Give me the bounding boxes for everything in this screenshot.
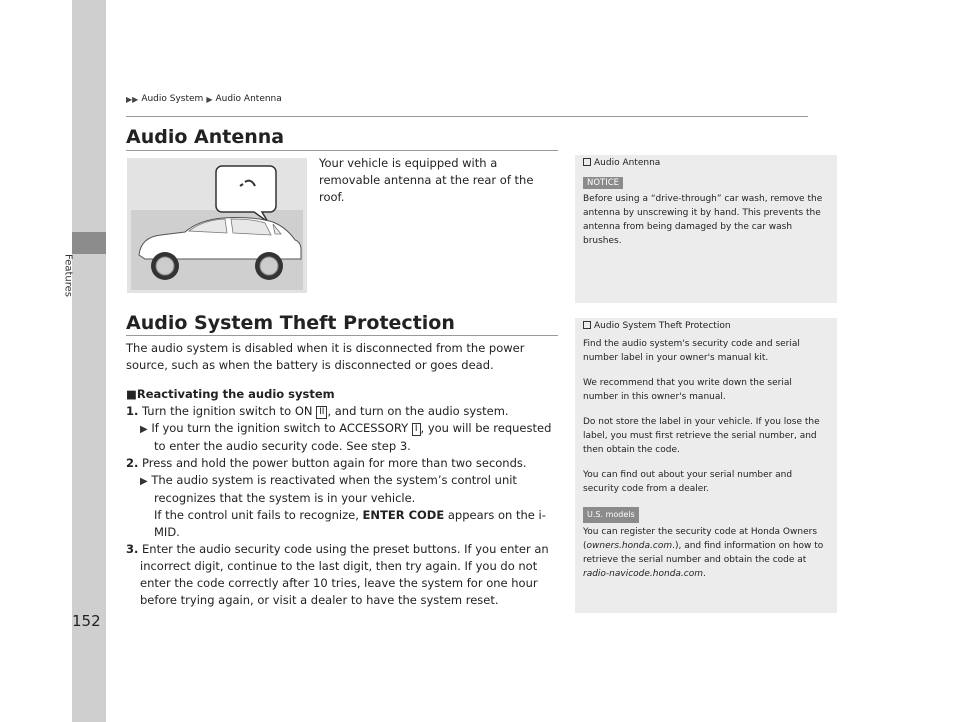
antenna-intro: Your vehicle is equipped with a removable antenna at the rear of the roof. <box>319 156 534 204</box>
theft-body <box>126 340 558 609</box>
navicode-link[interactable]: radio-navicode.honda.com <box>583 569 704 579</box>
step-2: 2. Press and hold the power button again for more than two seconds. <box>126 456 527 470</box>
sidenote-title: Audio Antenna <box>575 155 837 168</box>
theft-intro: The audio system is disabled when it is disconnected from the power source, such as when the battery is disconnected or goes dead. <box>126 341 525 372</box>
theft-sidenote <box>575 318 837 613</box>
header-rule <box>126 116 808 117</box>
register-code-text: You can register the security code at Honda Owners (owners.honda.com.), and find information on how to retrieve the serial number and obtain the code at radio-navicode.honda.com. <box>583 527 824 579</box>
note-arrow-icon: ▶ <box>140 424 148 435</box>
us-models-badge: U.S. models <box>583 507 639 523</box>
heading-rule <box>126 335 558 336</box>
breadcrumb-section[interactable]: Audio System <box>141 94 204 104</box>
sidenote-text: Before using a “drive-through” car wash, remove the antenna by unscrewing it by hand. This prevents the antenna from being damaged by the car wash brushes. <box>583 194 823 246</box>
notice-badge: NOTICE <box>583 177 623 189</box>
step-2-note: ▶ The audio system is reactivated when the system’s control unit recognizes that the system is in your vehicle. <box>140 473 517 505</box>
step-1: 1. Turn the ignition switch to ON II , and turn on the audio system. <box>126 404 509 418</box>
antenna-sidenote <box>575 155 837 303</box>
ignition-accessory-key-icon: I <box>412 423 421 436</box>
note-box-icon <box>583 321 591 329</box>
step-3: 3. Enter the audio security code using the preset buttons. If you enter an incorrect digit, continue to the last digit, then try again. If you do not enter the code correctly after 10 tries, leave the system for one hour before trying again, or visit a dealer to have the system reset. <box>126 542 549 607</box>
breadcrumb-arrow-icon: ▶ <box>206 94 213 104</box>
step-1-note: ▶ If you turn the ignition switch to ACCESSORY I , you will be requested to enter the audio security code. See step 3. <box>140 421 552 453</box>
note-arrow-icon: ▶ <box>140 476 148 487</box>
vehicle-antenna-illustration <box>127 158 307 293</box>
square-bullet-icon: ■ <box>126 387 137 401</box>
page-number: 152 <box>72 612 101 630</box>
sidenote-text: Find the audio system's security code and serial number label in your owner's manual kit. We recommend that you write down the serial number in this owner's manual. Do not store the label in your vehicle. If you lose the label, you must first retrieve the serial number, and then obtain the code. You can find out about your serial number and security code from a dealer. U.S. models You can register the security code at Honda Owners (owners.honda.com.), and find information on how to retrieve the serial number and obtain the code at radio-navicode.honda.com. <box>575 331 837 581</box>
ignition-on-key-icon: II <box>316 406 327 419</box>
breadcrumb-arrow-icon: ▶▶ <box>126 94 139 104</box>
theft-heading: Audio System Theft Protection <box>126 312 455 334</box>
sidebar-section-label <box>62 254 106 324</box>
antenna-heading: Audio Antenna <box>126 126 285 148</box>
heading-rule <box>126 150 558 151</box>
breadcrumb-page: Audio Antenna <box>215 94 282 104</box>
breadcrumb <box>126 94 282 104</box>
step-2-note-2: If the control unit fails to recognize, ENTER CODE appears on the i-MID. <box>154 508 546 539</box>
sidenote-title: Audio System Theft Protection <box>575 318 837 331</box>
owners-link[interactable]: owners.honda.com <box>586 541 673 551</box>
sidebar-label-text: Features <box>62 254 74 297</box>
sidebar-tab-marker <box>72 232 106 254</box>
note-box-icon <box>583 158 591 166</box>
reactivate-subheading: ■Reactivating the audio system <box>126 387 335 401</box>
